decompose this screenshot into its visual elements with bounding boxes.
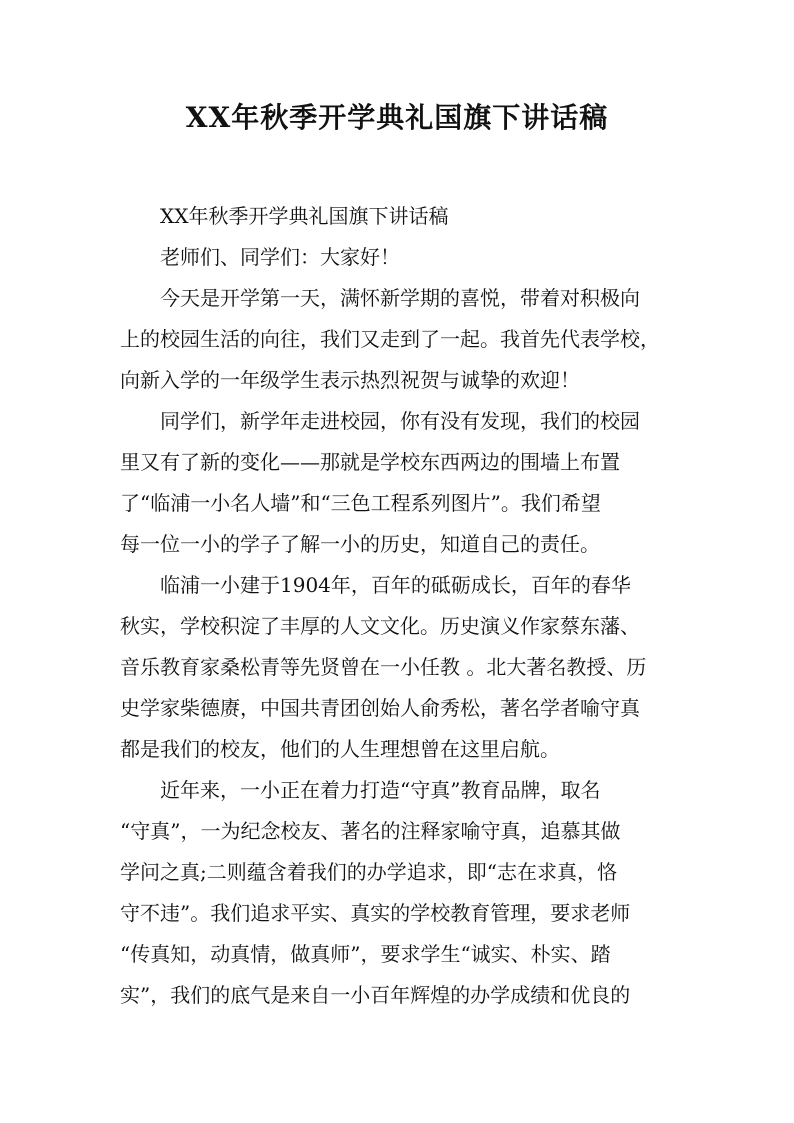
paragraph-line: 临浦一小建于1904年，百年的砥砺成长，百年的春华 xyxy=(160,573,631,597)
paragraph-line: 每一位一小的学子了解一小的历史，知道自己的责任。 xyxy=(120,532,600,556)
paragraph-line: 今天是开学第一天，满怀新学期的喜悦，带着对积极向 xyxy=(160,286,640,310)
paragraph-line: “守真”，一为纪念校友、著名的注释家喻守真，追慕其做 xyxy=(120,819,621,843)
paragraph-line: 上的校园生活的向往，我们又走到了一起。我首先代表学校， xyxy=(120,327,660,351)
document-body xyxy=(120,196,680,1016)
paragraph-line: 近年来，一小正在着力打造“守真”教育品牌，取名 xyxy=(160,778,601,802)
greeting-line: 老师们、同学们：大家好！ xyxy=(160,245,400,269)
paragraph-line: 学问之真;二则蕴含着我们的办学追求，即“志在求真，恪 xyxy=(120,860,617,884)
paragraph-line: 实”，我们的底气是来自一小百年辉煌的办学成绩和优良的 xyxy=(120,983,631,1007)
paragraph-line: “传真知，动真情，做真师”，要求学生“诚实、朴实、踏 xyxy=(120,942,611,966)
paragraph-line: 秋实，学校积淀了丰厚的人文文化。历史演义作家蔡东藩、 xyxy=(120,614,640,638)
paragraph-line: 里又有了新的变化——那就是学校东西两边的围墙上布置 xyxy=(120,450,620,474)
paragraph-line: 了“临浦一小名人墙”和“三色工程系列图片”。我们希望 xyxy=(120,491,601,515)
document-title: XX年秋季开学典礼国旗下讲话稿 xyxy=(185,101,609,134)
paragraph-line: 守不违”。我们追求平实、真实的学校教育管理，要求老师 xyxy=(120,901,631,925)
subtitle-line: XX年秋季开学典礼国旗下讲话稿 xyxy=(160,204,449,228)
paragraph-line: 音乐教育家桑松青等先贤曾在一小任教 。北大著名教授、历 xyxy=(120,655,647,679)
paragraph-line: 史学家柴德赓，中国共青团创始人俞秀松，著名学者喻守真 xyxy=(120,696,640,720)
paragraph-line: 同学们，新学年走进校园，你有没有发现，我们的校园 xyxy=(160,409,640,433)
paragraph-line: 向新入学的一年级学生表示热烈祝贺与诚挚的欢迎！ xyxy=(120,368,580,392)
paragraph-line: 都是我们的校友，他们的人生理想曾在这里启航。 xyxy=(120,737,560,761)
